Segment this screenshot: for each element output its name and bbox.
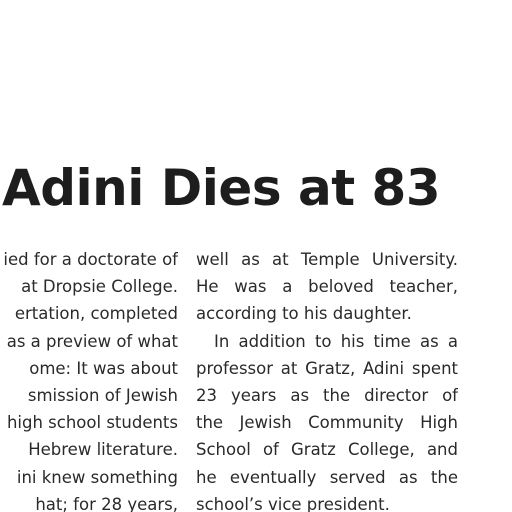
text-line: In addition to his time as a (214, 331, 458, 351)
text-line: the Jewish Community High (196, 413, 458, 433)
text-line: professor at Gratz, Adini spent (196, 358, 458, 378)
text-line: according to his daughter. (196, 304, 412, 324)
text-line: high school students (6, 413, 178, 433)
text-line: as a preview of what (6, 331, 178, 351)
text-line: he eventually served as the (196, 467, 458, 487)
text-line: He was a beloved teacher, (196, 277, 458, 297)
text-line: ome: It was about (29, 358, 178, 378)
text-line: school’s vice president. (196, 494, 390, 512)
text-line: School of Gratz College, and (196, 440, 458, 460)
right-text-column (196, 246, 458, 512)
text-line: ied for a doctorate of (3, 250, 178, 269)
left-text-column (0, 246, 178, 512)
article-headline: Adini Dies at 83 (2, 159, 441, 217)
text-line: ini knew something (16, 467, 178, 487)
text-line: at Dropsie College. (21, 277, 178, 297)
text-line: 23 years as the director of (196, 385, 458, 405)
text-line: smission of Jewish (27, 385, 178, 405)
text-line: ertation, completed (14, 304, 178, 324)
text-line: Hebrew literature. (28, 440, 178, 460)
text-line: well as at Temple University. (196, 250, 458, 269)
text-line: hat; for 28 years, (35, 494, 178, 512)
